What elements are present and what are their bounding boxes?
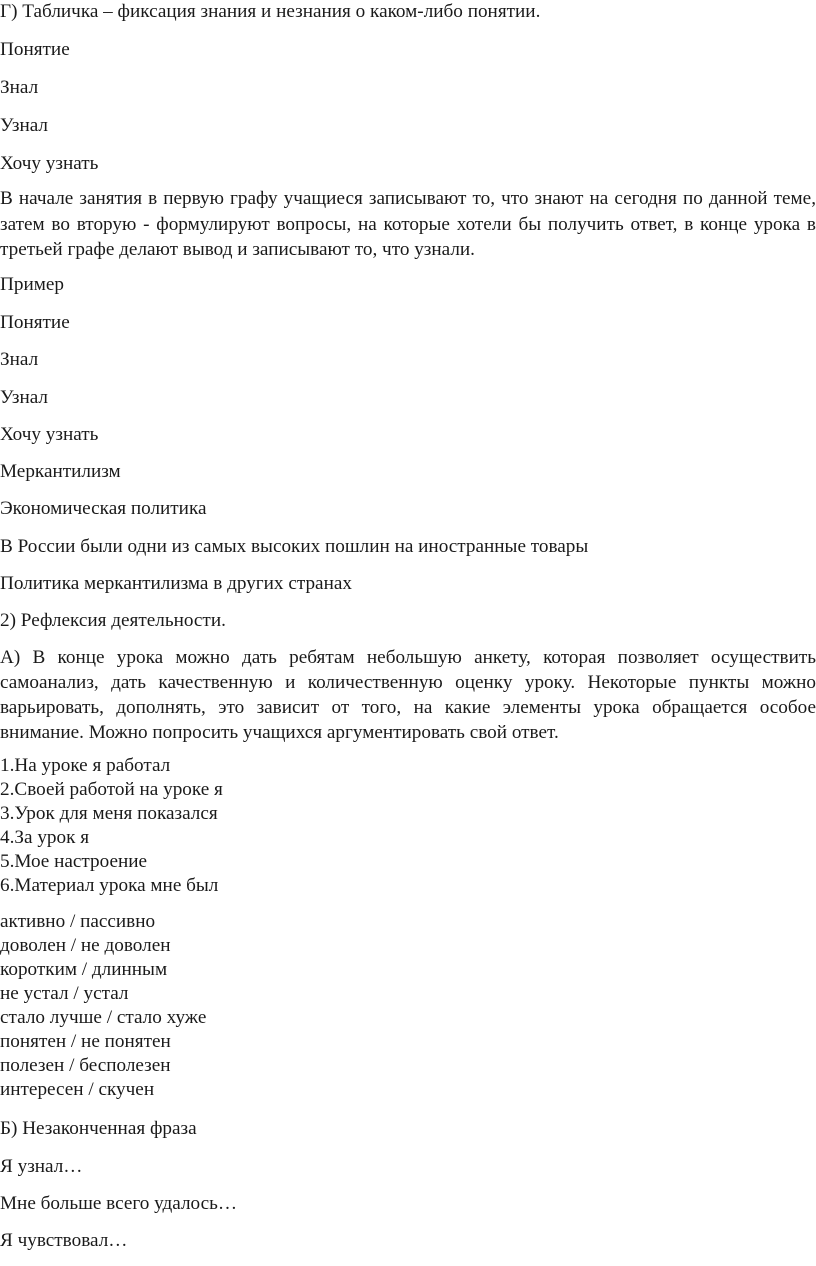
table-header-want: Хочу узнать (0, 153, 99, 174)
questionnaire-item: 1.На уроке я работал (0, 755, 171, 776)
section-heading: Г) Табличка – фиксация знания и незнания о каком-либо понятии. (0, 1, 541, 22)
example-header-knew: Знал (0, 349, 39, 370)
answer-option: активно / пассивно (0, 911, 156, 932)
reflection-paragraph: А) В конце урока можно дать ребятам небольшую анкету, которая позволяет осуществить самоанализ, дать качественную и количественную оценку уроку. Некоторые пункты можно варьировать, дополнять, это зависит от того, на какие элементы урока обращается особое внимание. Можно попросить учащихся аргументировать свой ответ. (0, 647, 816, 743)
table-header-concept: Понятие (0, 39, 70, 60)
table-header-learned: Узнал (0, 115, 49, 136)
answer-option: коротким / длинным (0, 959, 168, 980)
example-header-concept: Понятие (0, 312, 70, 333)
intro-paragraph: В начале занятия в первую графу учащиеся записывают то, что знают на сегодня по данной теме, затем во вторую - формулируют вопросы, на которые хотели бы получить ответ, в конце урока в третьей графе делают вывод и записывают то, что узнали. (0, 188, 816, 260)
phrase-item: Я узнал… (0, 1156, 83, 1177)
questionnaire-item: 5.Мое настроение (0, 851, 148, 872)
example-header-want: Хочу узнать (0, 424, 99, 445)
table-header-knew: Знал (0, 77, 39, 98)
answer-option: доволен / не доволен (0, 935, 171, 956)
answer-options-list (0, 910, 816, 1102)
questionnaire-item: 2.Своей работой на уроке я (0, 779, 223, 800)
phrase-item: Мне больше всего удалось… (0, 1193, 238, 1214)
example-want: Политика меркантилизма в других странах (0, 573, 352, 594)
example-header-learned: Узнал (0, 387, 49, 408)
answer-option: не устал / устал (0, 983, 129, 1004)
unfinished-phrase-heading: Б) Незаконченная фраза (0, 1118, 197, 1139)
questionnaire-item: 4.За урок я (0, 827, 90, 848)
example-learned: В России были одни из самых высоких пошлин на иностранные товары (0, 536, 589, 557)
example-concept: Меркантилизм (0, 461, 121, 482)
answer-option: полезен / бесполезен (0, 1055, 171, 1076)
phrase-item: Я чувствовал… (0, 1230, 128, 1251)
questionnaire-list (0, 754, 816, 898)
reflection-heading: 2) Рефлексия деятельности. (0, 610, 226, 631)
answer-option: понятен / не понятен (0, 1031, 171, 1052)
answer-option: стало лучше / стало хуже (0, 1007, 207, 1028)
questionnaire-item: 6.Материал урока мне был (0, 875, 219, 896)
example-knew: Экономическая политика (0, 498, 207, 519)
questionnaire-item: 3.Урок для меня показался (0, 803, 218, 824)
example-label: Пример (0, 274, 64, 295)
answer-option: интересен / скучен (0, 1079, 155, 1100)
